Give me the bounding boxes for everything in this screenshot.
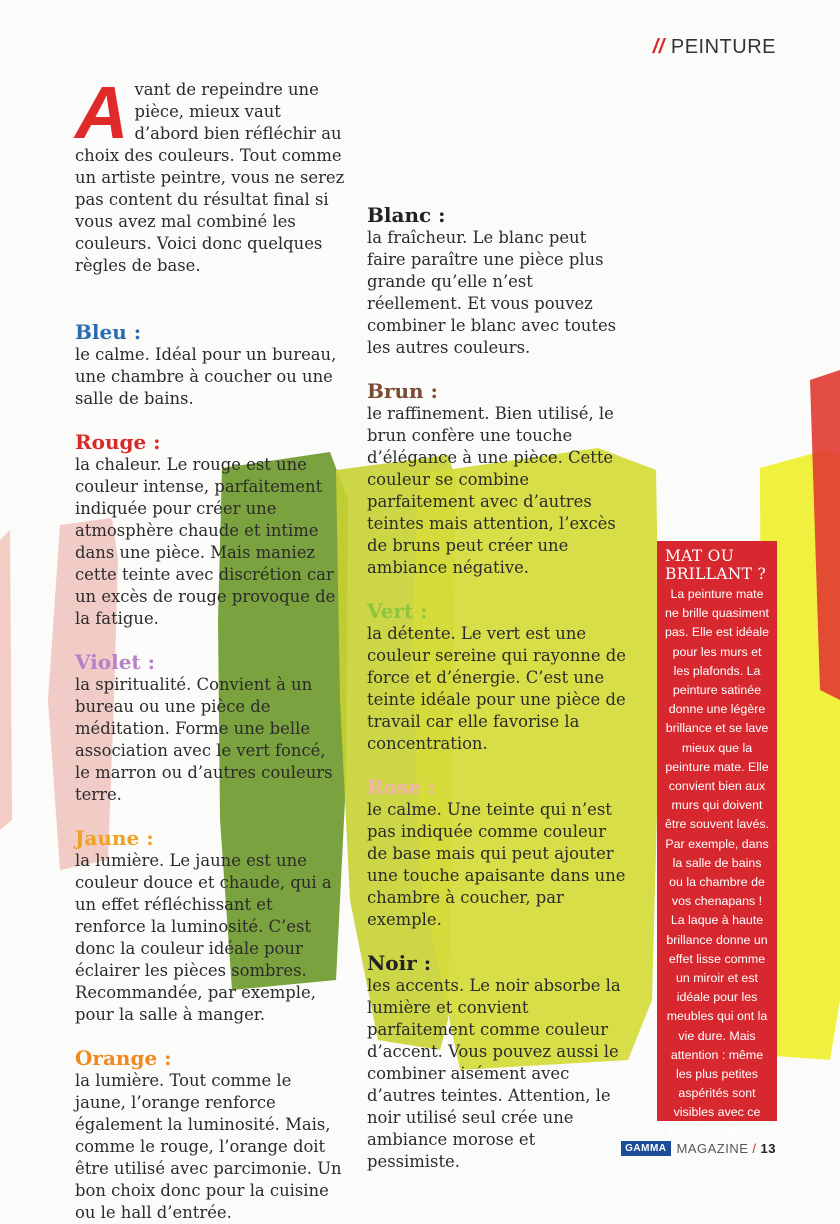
heading-violet: Violet :: [75, 650, 156, 674]
text-vert: la détente. Le vert est une couleur sereine qui rayonne de force et d’énergie. C’est une teinte idéale pour une pièce de travail car elle favorise la concentration.: [367, 624, 626, 753]
heading-rouge: Rouge :: [75, 430, 161, 454]
heading-orange: Orange :: [75, 1046, 172, 1070]
heading-vert: Vert :: [367, 599, 428, 623]
intro-paragraph: [75, 71, 345, 277]
sidebar-title: MAT OU BRILLANT ?: [665, 547, 767, 583]
faint-pink-stroke: [0, 530, 12, 830]
page-number: 13: [760, 1141, 776, 1156]
section-title: PEINTURE: [670, 36, 776, 58]
heading-bleu: Bleu :: [75, 320, 142, 344]
section-header: [653, 36, 776, 59]
header-slashes: //: [652, 36, 665, 58]
text-orange: la lumière. Tout comme le jaune, l’orange renforce également la luminosité. Mais, comme le rouge, l’orange doit être utilisé avec parcimonie. Un bon choix donc pour la cuisine ou le hall d’entrée.: [75, 1071, 342, 1222]
text-noir: les accents. Le noir absorbe la lumière et convient parfaitement comme couleur d’accent. Vous pouvez aussi le combiner aisément avec d’autres teintes. Attention, le noir utilisé seul crée une ambiance morose et pessimiste.: [367, 976, 621, 1171]
heading-rose: Rose :: [367, 775, 436, 799]
page-footer: [621, 1141, 776, 1156]
drop-cap: A: [75, 71, 129, 154]
middle-column: [367, 79, 629, 1173]
footer-magazine: MAGAZINE: [676, 1141, 749, 1156]
gamma-logo: GAMMA: [621, 1141, 670, 1156]
intro-text: vant de repeindre une pièce, mieux vaut d’abord bien réfléchir au choix des couleurs. Tout comme un artiste peintre, vous ne serez pas content du résultat final si vous avez mal combiné les couleurs. Voici donc quelques règles de base.: [75, 80, 345, 275]
text-blanc: la fraîcheur. Le blanc peut faire paraître une pièce plus grande qu’elle n’est réellement. Et vous pouvez combiner le blanc avec toutes les autres couleurs.: [367, 228, 617, 357]
text-violet: la spiritualité. Convient à un bureau ou une pièce de méditation. Forme une belle association avec le vert foncé, le marron ou d’autres couleurs terre.: [75, 675, 333, 804]
heading-blanc: Blanc :: [367, 203, 446, 227]
footer-separator: /: [752, 1141, 757, 1156]
text-brun: le raffinement. Bien utilisé, le brun confère une touche d’élégance à une pièce. Cette couleur se combine parfaitement avec d’autres teintes mais attention, l’excès de bruns peut créer une ambiance négative.: [367, 404, 616, 577]
sidebar-text: La peinture mate ne brille quasiment pas. Elle est idéale pour les murs et les plafonds. La peinture satinée donne une légère brillance et se lave mieux que la peinture mate. Elle convient bien aux murs qui doivent être souvent lavés. Par exemple, dans la salle de bains ou la chambre de vos chenapans ! La laque à haute brillance donne un effet lisse comme un miroir et est idéale pour les meubles qui ont la vie dure. Mais attention : même les plus petites aspérités sont visibles avec ce type de peinture !: [665, 587, 770, 1139]
text-rose: le calme. Une teinte qui n’est pas indiquée comme couleur de base mais qui peut ajouter une touche apaisante dans une chambre à coucher, par exemple.: [367, 800, 626, 929]
left-column: [75, 71, 345, 1224]
heading-noir: Noir :: [367, 951, 432, 975]
text-jaune: la lumière. Le jaune est une couleur douce et chaude, qui a un effet réfléchissant et renforce la luminosité. C’est donc la couleur idéale pour éclairer les pièces sombres. Recommandée, par exemple, pour la salle à manger.: [75, 851, 332, 1024]
heading-brun: Brun :: [367, 379, 438, 403]
text-rouge: la chaleur. Le rouge est une couleur intense, parfaitement indiquée pour créer une atmosphère chaude et intime dans une pièce. Mais maniez cette teinte avec discrétion car un excès de rouge provoque de la fatigue.: [75, 455, 336, 628]
sidebar-box: [657, 541, 777, 1139]
heading-jaune: Jaune :: [75, 826, 154, 850]
text-bleu: le calme. Idéal pour un bureau, une chambre à coucher ou une salle de bains.: [75, 345, 337, 408]
